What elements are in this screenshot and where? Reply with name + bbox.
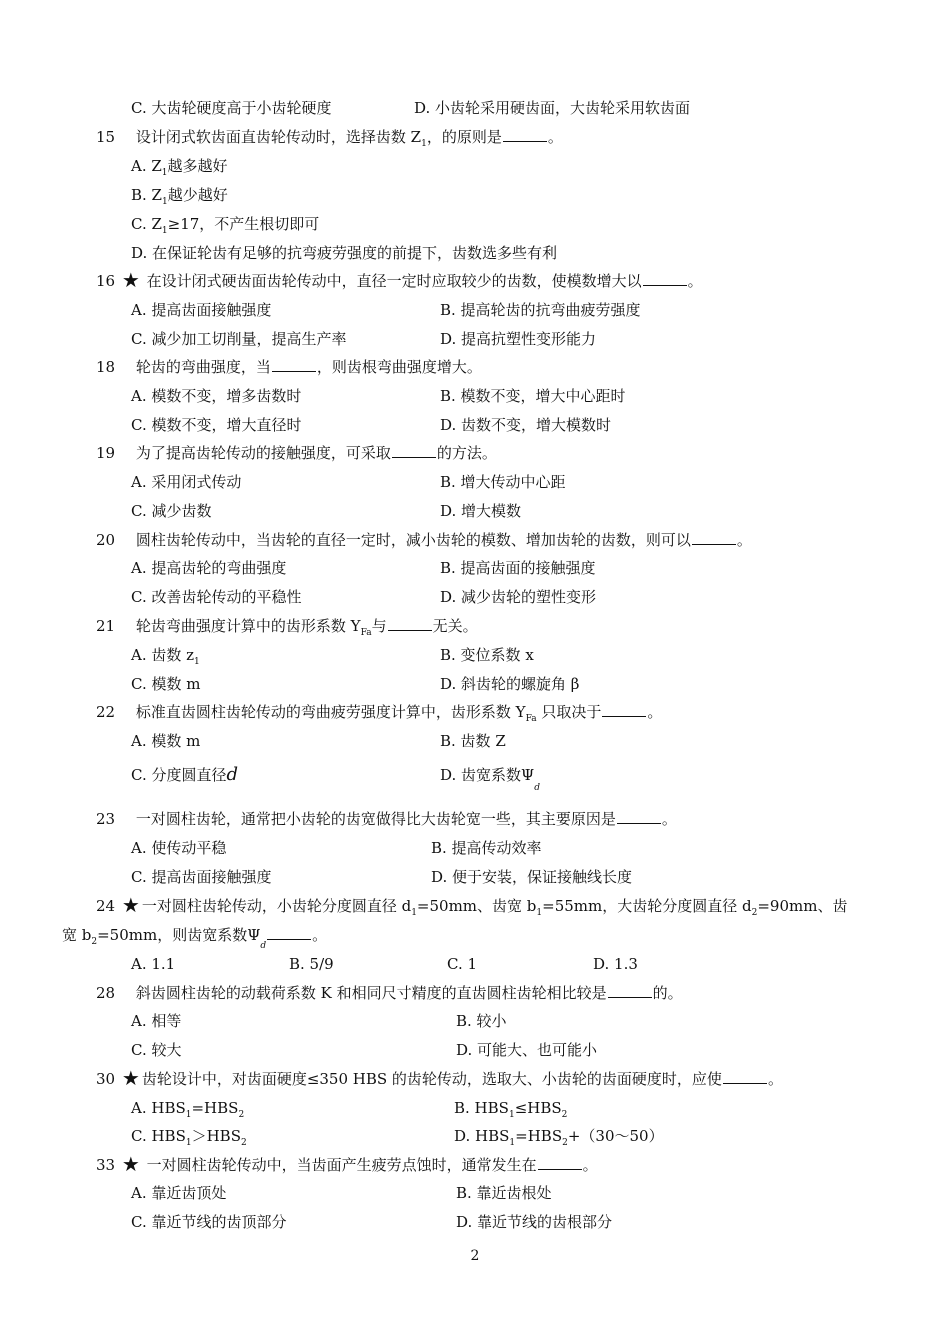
option-a: A. 齿数 $z_1$ — [131, 646, 200, 667]
question-20-stem: 20 圆柱齿轮传动中，当齿轮的直径一定时，减小齿轮的模数、增加齿轮的齿数，则可以 。 — [96, 531, 752, 549]
question-number: 28 — [96, 984, 116, 1002]
option-a: A. 提高齿轮的弯曲强度 — [131, 559, 287, 577]
answer-blank — [267, 926, 311, 940]
option-c: C. 分度圆直径d — [131, 764, 239, 785]
option-b: B. $HBS_1\le HBS_2$ — [454, 1099, 568, 1120]
question-28-stem: 28 斜齿圆柱齿轮的动载荷系数 K 和相同尺寸精度的直齿圆柱齿轮相比较是 的。 — [96, 984, 683, 1002]
question-number: 18 — [96, 358, 116, 376]
answer-blank — [388, 617, 432, 631]
option-a: A. 提高齿面接触强度 — [131, 301, 272, 319]
option-a: A. 使传动平稳 — [131, 839, 227, 857]
option-c: C. 减少加工切削量，提高生产率 — [131, 330, 347, 348]
option-c: C. 1 — [447, 955, 478, 973]
answer-blank — [617, 810, 661, 824]
option-b: B. 较小 — [456, 1012, 507, 1030]
option-d: D. 便于安装，保证接触线长度 — [431, 868, 633, 886]
option-b: B. 靠近齿根处 — [456, 1184, 552, 1202]
option-b: B. $Z_1$越少越好 — [131, 186, 228, 207]
answer-blank — [272, 358, 316, 372]
option-c: C. $HBS_1>HBS_2$ — [131, 1127, 247, 1148]
option-a: A. $HBS_1=HBS_2$ — [131, 1099, 245, 1120]
question-number: 16 — [96, 272, 116, 290]
question-number: 20 — [96, 531, 116, 549]
option-d: D. 在保证轮齿有足够的抗弯疲劳强度的前提下，齿数选多些有利 — [131, 244, 558, 262]
option-c: C. 较大 — [131, 1041, 182, 1059]
option-a: A. 靠近齿顶处 — [131, 1184, 227, 1202]
question-33-stem: 33 ★ 一对圆柱齿轮传动中，当齿面产生疲劳点蚀时，通常发生在 。 — [96, 1152, 598, 1176]
question-21-stem: 21 轮齿弯曲强度计算中的齿形系数 $Y_{Fa}$与 无关。 — [96, 617, 478, 638]
star-icon: ★ — [121, 268, 140, 292]
option-b: B. 模数不变，增大中心距时 — [440, 387, 626, 405]
option-d: D. $HBS_1=HBS_2+(30\sim 50)$ — [454, 1127, 664, 1148]
question-30-stem: 30 ★ 齿轮设计中，对齿面硬度≤350 HBS 的齿轮传动，选取大、小齿轮的齿面硬度时，应使 。 — [96, 1066, 783, 1090]
option-d: D. 小齿轮采用硬齿面，大齿轮采用软齿面 — [414, 99, 691, 117]
question-19-stem: 19 为了提高齿轮传动的接触强度，可采取 的方法。 — [96, 444, 497, 462]
question-18-stem: 18 轮齿的弯曲强度，当 ，则齿根弯曲强度增大。 — [96, 358, 482, 376]
star-icon: ★ — [121, 1152, 140, 1176]
answer-blank — [608, 984, 652, 998]
answer-blank — [723, 1070, 767, 1084]
option-b: B. 5/9 — [289, 955, 334, 973]
question-number: 19 — [96, 444, 116, 462]
option-c: C. 大齿轮硬度高于小齿轮硬度 — [131, 99, 332, 117]
option-b: B. 提高轮齿的抗弯曲疲劳强度 — [440, 301, 641, 319]
option-a: A. 模数 m — [131, 732, 201, 750]
answer-blank — [602, 703, 646, 717]
option-b: B. 提高齿面的接触强度 — [440, 559, 596, 577]
option-c: C. 减少齿数 — [131, 502, 212, 520]
option-b: B. 提高传动效率 — [431, 839, 542, 857]
option-a: A. 1.1 — [131, 955, 176, 973]
question-16-stem: 16 ★ 在设计闭式硬齿面齿轮传动中，直径一定时应取较少的齿数，使模数增大以 。 — [96, 268, 703, 292]
option-d: D. 可能大、也可能小 — [456, 1041, 598, 1059]
option-d: D. 提高抗塑性变形能力 — [440, 330, 597, 348]
question-number: 23 — [96, 810, 116, 828]
question-23-stem: 23 一对圆柱齿轮，通常把小齿轮的齿宽做得比大齿轮宽一些，其主要原因是 。 — [96, 810, 677, 828]
question-22-stem: 22 标准直齿圆柱齿轮传动的弯曲疲劳强度计算中，齿形系数 $Y_{Fa}$ 只取决于 。 — [96, 703, 663, 724]
question-24-stem-cont: 宽 $b_2=50mm$，则齿宽系数$\Psi_d$。 — [62, 926, 328, 951]
question-number: 15 — [96, 128, 116, 146]
option-a: A. 相等 — [131, 1012, 182, 1030]
question-number: 24 — [96, 897, 116, 915]
option-c: C. 改善齿轮传动的平稳性 — [131, 588, 302, 606]
option-a: A. 模数不变，增多齿数时 — [131, 387, 302, 405]
star-icon: ★ — [121, 893, 140, 917]
option-d: D. 靠近节线的齿根部分 — [456, 1213, 613, 1231]
answer-blank — [503, 128, 547, 142]
question-number: 30 — [96, 1070, 116, 1088]
question-number: 22 — [96, 703, 116, 721]
option-d: D. 斜齿轮的螺旋角 β — [440, 675, 580, 693]
option-c: C. 靠近节线的齿顶部分 — [131, 1213, 287, 1231]
answer-blank — [643, 272, 687, 286]
star-icon: ★ — [121, 1066, 140, 1090]
page-number: 2 — [470, 1248, 480, 1264]
question-number: 21 — [96, 617, 116, 635]
option-b: B. 变位系数 x — [440, 646, 534, 664]
question-15-stem: 15 设计闭式软齿面直齿轮传动时，选择齿数 $Z_1$，的原则是 。 — [96, 128, 563, 149]
option-d: D. 齿数不变，增大模数时 — [440, 416, 612, 434]
option-c: C. 提高齿面接触强度 — [131, 868, 272, 886]
option-d: D. 1.3 — [593, 955, 638, 973]
option-a: A. $Z_1$越多越好 — [131, 157, 228, 178]
option-c: C. 模数不变，增大直径时 — [131, 416, 302, 434]
option-d: D. 增大模数 — [440, 502, 522, 520]
option-c: C. $Z_1\ge 17$，不产生根切即可 — [131, 215, 320, 236]
answer-blank — [692, 531, 736, 545]
option-d: D. 齿宽系数$\Psi_d$ — [440, 766, 540, 793]
answer-blank — [538, 1156, 582, 1170]
option-b: B. 增大传动中心距 — [440, 473, 566, 491]
option-c: C. 模数 m — [131, 675, 201, 693]
option-b: B. 齿数 Z — [440, 732, 506, 750]
option-d: D. 减少齿轮的塑性变形 — [440, 588, 597, 606]
question-24-stem: 24 ★ 一对圆柱齿轮传动，小齿轮分度圆直径 $d_1=50mm$、齿宽 $b_1=55mm$，大齿轮分度圆直径 $d_2=90mm$、齿 — [96, 893, 848, 918]
question-number: 33 — [96, 1156, 116, 1174]
option-a: A. 采用闭式传动 — [131, 473, 242, 491]
answer-blank — [392, 444, 436, 458]
